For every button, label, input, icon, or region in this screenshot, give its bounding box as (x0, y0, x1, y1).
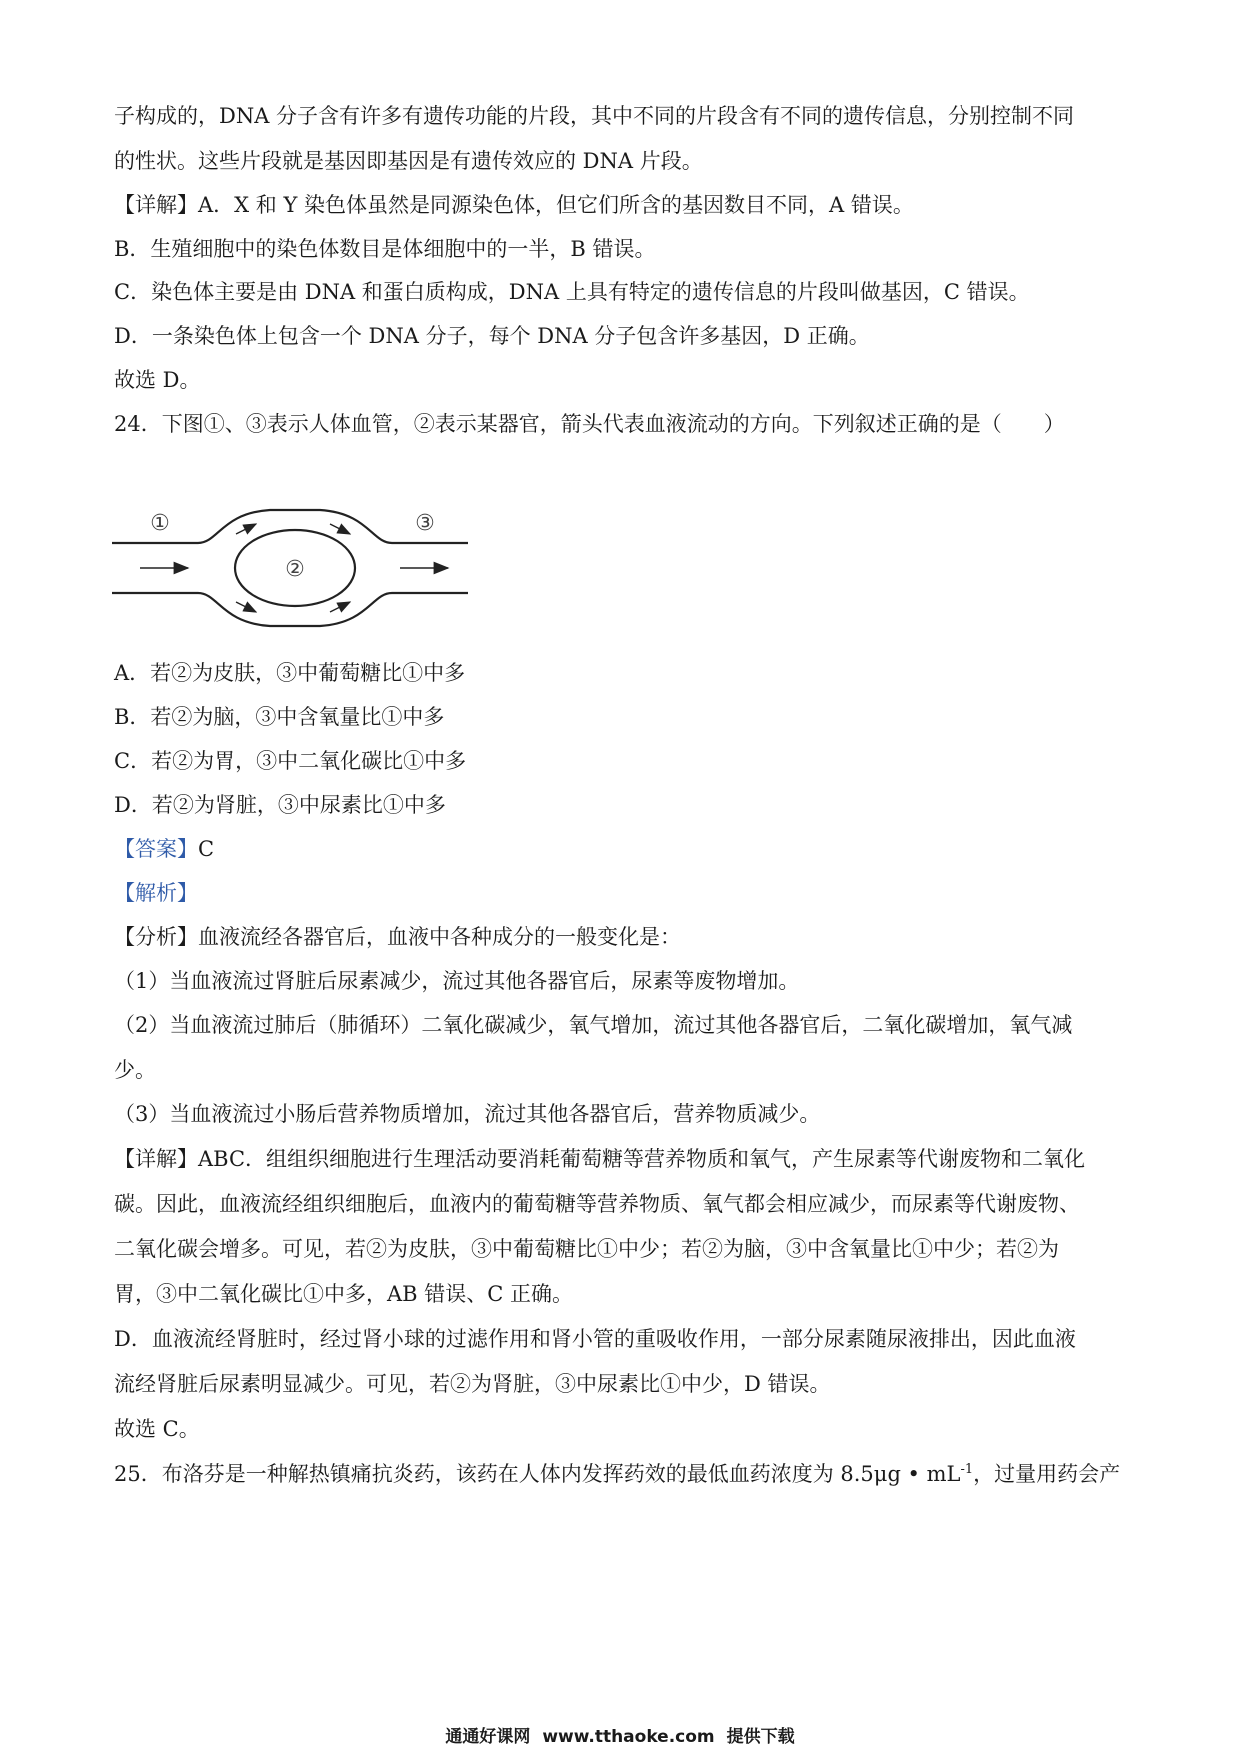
text-line: 【详解】A．X 和 Y 染色体虽然是同源染色体，但它们所含的基因数目不同，A 错误。 (114, 193, 914, 217)
text-line: 故选 D。 (114, 368, 201, 392)
footer-site-name: 通通好课网 (445, 1727, 531, 1747)
footer-suffix: 提供下载 (726, 1727, 795, 1747)
text-line: B．生殖细胞中的染色体数目是体细胞中的一半，B 错误。 (114, 237, 656, 261)
text-line: 的性状。这些片段就是基因即基因是有遗传效应的 DNA 片段。 (114, 149, 703, 173)
question-24-stem: 24．下图①、③表示人体血管，②表示某器官，箭头代表血液流动的方向。下列叙述正确的是（ ） (114, 412, 1065, 436)
flow-arrow-bottom-right (330, 602, 350, 612)
answer-tag: 【答案】 (114, 837, 198, 861)
analysis-line: 碳。因此，血液流经组织细胞后，血液内的葡萄糖等营养物质、氧气都会相应减少，而尿素等代谢废物、 (114, 1192, 1080, 1216)
answer-value: C (198, 837, 215, 861)
text-line: D．一条染色体上包含一个 DNA 分子，每个 DNA 分子包含许多基因，D 正确。 (114, 324, 870, 348)
label-vessel-in: ① (150, 511, 170, 536)
option-a: A．若②为皮肤，③中葡萄糖比①中多 (114, 661, 466, 685)
analysis-line: 胃，③中二氧化碳比①中多，AB 错误、C 正确。 (114, 1282, 574, 1306)
vessel-wall-bottom (112, 593, 468, 626)
flow-arrow-top-left (236, 524, 256, 534)
q25-tail: ，过量用药会产 (973, 1462, 1121, 1486)
analysis-tag: 【解析】 (114, 881, 198, 905)
q25-superscript: -1 (960, 1462, 974, 1477)
analysis-line: （2）当血液流过肺后（肺循环）二氧化碳减少，氧气增加，流过其他各器官后，二氧化碳增加，氧气减 (114, 1013, 1073, 1037)
text-line: C．染色体主要是由 DNA 和蛋白质构成，DNA 上具有特定的遗传信息的片段叫做基因，C 错误。 (114, 280, 1030, 304)
option-d: D．若②为肾脏，③中尿素比①中多 (114, 793, 446, 817)
analysis-line: 二氧化碳会增多。可见，若②为皮肤，③中葡萄糖比①中少；若②为脑，③中含氧量比①中少；若②为 (114, 1237, 1059, 1261)
analysis-line: （3）当血液流过小肠后营养物质增加，流过其他各器官后，营养物质减少。 (114, 1102, 821, 1126)
analysis-line: 【详解】ABC．组组织细胞进行生理活动要消耗葡萄糖等营养物质和氧气，产生尿素等代谢废物和二氧化 (114, 1147, 1086, 1171)
analysis-line: 【分析】血液流经各器官后，血液中各种成分的一般变化是： (114, 925, 681, 949)
flow-arrow-bottom-left (236, 602, 256, 612)
blood-flow-diagram (100, 498, 480, 648)
analysis-line: 故选 C。 (114, 1417, 200, 1441)
question-25-stem (114, 1460, 1120, 1488)
flow-arrow-top-right (330, 524, 350, 534)
label-organ: ② (285, 557, 305, 582)
option-b: B．若②为脑，③中含氧量比①中多 (114, 705, 445, 729)
option-c: C．若②为胃，③中二氧化碳比①中多 (114, 749, 467, 773)
text-line: 子构成的，DNA 分子含有许多有遗传功能的片段，其中不同的片段含有不同的遗传信息，分别控制不同 (114, 104, 1075, 128)
answer-line (114, 835, 214, 863)
analysis-line: （1）当血液流过肾脏后尿素减少，流过其他各器官后，尿素等废物增加。 (114, 969, 800, 993)
q25-text: 25．布洛芬是一种解热镇痛抗炎药，该药在人体内发挥药效的最低血药浓度为 8.5μg • mL (114, 1462, 961, 1486)
page-footer (0, 1722, 1240, 1747)
label-vessel-out: ③ (415, 511, 435, 536)
analysis-line: 少。 (114, 1058, 156, 1082)
footer-url[interactable]: www.tthaoke.com (542, 1727, 715, 1747)
analysis-line: 流经肾脏后尿素明显减少。可见，若②为肾脏，③中尿素比①中少，D 错误。 (114, 1372, 831, 1396)
analysis-line: D．血液流经肾脏时，经过肾小球的过滤作用和肾小管的重吸收作用，一部分尿素随尿液排出，因此血液 (114, 1327, 1076, 1351)
